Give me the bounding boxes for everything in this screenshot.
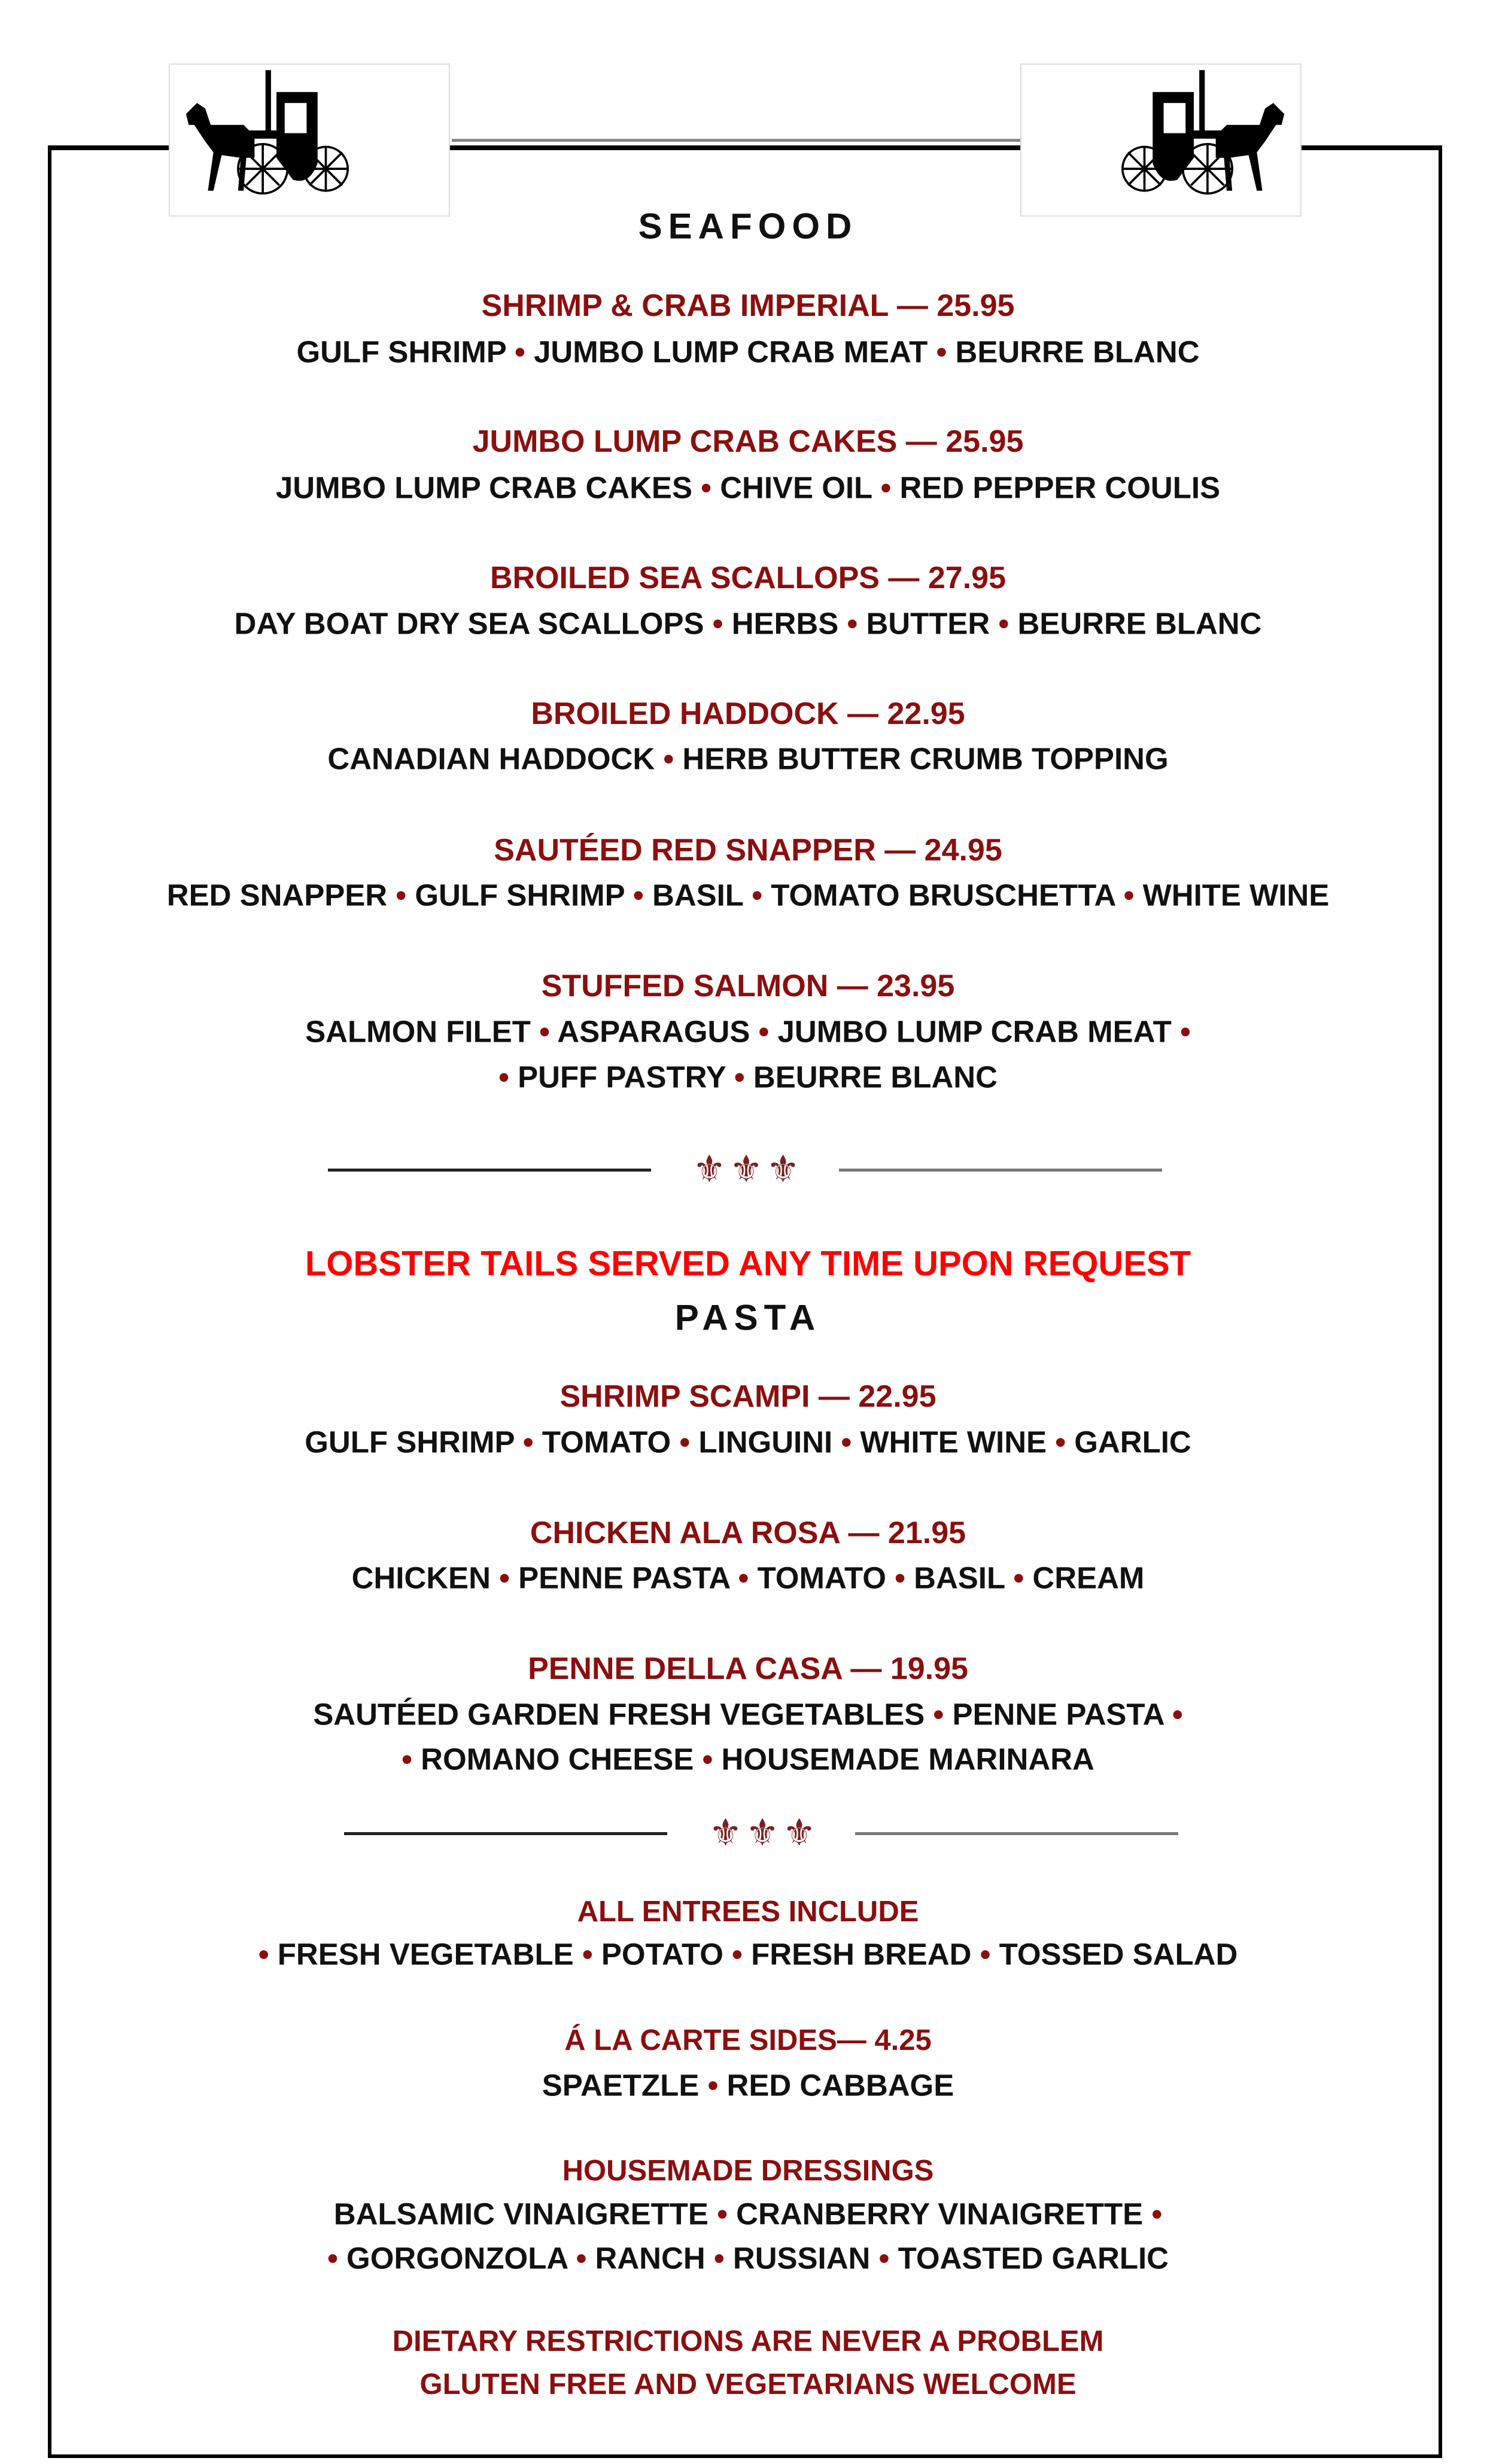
item-description [0, 2241, 1496, 2276]
ingredient: BUTTER [866, 606, 990, 641]
bullet-icon: • [699, 2068, 727, 2103]
fleur-de-lis-icon: ⚜⚜⚜ [692, 1149, 804, 1190]
bullet-icon: • [402, 1742, 421, 1776]
ingredient: BEURRE BLANC [753, 1060, 998, 1094]
ingredient: JUMBO LUMP CRAB MEAT [777, 1014, 1172, 1049]
item-description [0, 1697, 1496, 1732]
item-title: SHRIMP & CRAB IMPERIAL — 25.95 [481, 288, 1015, 323]
bullet-icon: • [1171, 1014, 1191, 1049]
ingredient: GULF SHRIMP [296, 334, 506, 369]
ingredient: GULF SHRIMP [415, 878, 625, 912]
ingredient: SALMON FILET [305, 1014, 531, 1049]
item-title: SAUTÉED RED SNAPPER — 24.95 [494, 833, 1002, 868]
item-description [0, 606, 1496, 641]
ingredient: JUMBO LUMP CRAB CAKES [275, 470, 692, 505]
bullet-icon: • [530, 1014, 558, 1049]
bullet-icon: • [692, 470, 720, 505]
ingredient: WHITE WINE [1142, 878, 1330, 912]
ingredient: POTATO [601, 1937, 723, 1972]
ingredient: PENNE PASTA [952, 1697, 1164, 1732]
ingredient: BEURRE BLANC [1017, 606, 1262, 641]
ingredient: CANADIAN HADDOCK [327, 741, 655, 776]
item-title: BROILED SEA SCALLOPS — 27.95 [489, 561, 1007, 595]
item-description [0, 1560, 1496, 1596]
ingredient: TOMATO BRUSCHETTA [771, 878, 1115, 912]
bullet-icon: • [750, 1014, 778, 1049]
divider-rule [328, 1169, 651, 1172]
bullet-icon: • [1005, 1560, 1033, 1595]
divider-rule [344, 1832, 667, 1835]
horse-carriage-icon [1021, 65, 1300, 215]
bullet-icon: • [725, 1060, 753, 1094]
item-description [0, 878, 1496, 913]
ingredient: LINGUINI [698, 1425, 833, 1459]
bullet-icon: • [1143, 2197, 1163, 2231]
item-description [0, 741, 1496, 777]
bullet-icon: • [971, 1937, 999, 1972]
bullet-icon: • [928, 334, 956, 369]
ingredient: PUFF PASTRY [518, 1060, 726, 1094]
bullet-icon: • [704, 606, 732, 641]
ingredient: ROMANO CHEESE [421, 1742, 694, 1776]
dietary-note: DIETARY RESTRICTIONS ARE NEVER A PROBLEM [392, 2325, 1104, 2357]
bullet-icon: • [886, 1560, 914, 1595]
item-title: STUFFED SALMON — 23.95 [541, 969, 955, 1003]
item-description [0, 470, 1496, 506]
bullet-icon: • [573, 1937, 601, 1972]
item-title: Á LA CARTE SIDES— 4.25 [564, 2024, 932, 2057]
bullet-icon: • [925, 1697, 953, 1732]
item-description [0, 1060, 1496, 1095]
divider-rule [839, 1169, 1162, 1172]
bullet-icon: • [1047, 1425, 1075, 1459]
ingredient: BEURRE BLANC [955, 334, 1200, 369]
ingredient: RANCH [595, 2241, 706, 2276]
item-title: BROILED HADDOCK — 22.95 [531, 696, 965, 731]
bullet-icon: • [327, 2241, 347, 2276]
ingredient: HOUSEMADE MARINARA [721, 1742, 1094, 1776]
bullet-icon: • [708, 2197, 737, 2231]
ingredient: TOSSED SALAD [999, 1937, 1238, 1972]
bullet-icon: • [870, 2241, 898, 2276]
section-heading-seafood: SEAFOOD [638, 206, 858, 247]
item-description [0, 2068, 1496, 2103]
bullet-icon: • [624, 878, 652, 912]
carriage-image-right [1020, 63, 1302, 217]
bullet-icon: • [838, 606, 866, 641]
bullet-icon: • [506, 334, 534, 369]
horse-carriage-icon [170, 65, 449, 215]
bullet-icon: • [872, 470, 900, 505]
bullet-icon: • [514, 1425, 542, 1459]
item-description [0, 1425, 1496, 1460]
bullet-icon: • [705, 2241, 733, 2276]
dietary-note: GLUTEN FREE AND VEGETARIANS WELCOME [419, 2368, 1077, 2401]
bullet-icon: • [498, 1060, 518, 1094]
item-title: JUMBO LUMP CRAB CAKES — 25.95 [472, 424, 1024, 459]
ornamental-divider [0, 1809, 1496, 1857]
ingredient: GARLIC [1074, 1425, 1191, 1459]
ornamental-divider [0, 1146, 1496, 1194]
ingredient: SPAETZLE [542, 2068, 700, 2103]
item-title: HOUSEMADE DRESSINGS [562, 2155, 934, 2187]
ingredient: JUMBO LUMP CRAB MEAT [534, 334, 928, 369]
bullet-icon: • [1115, 878, 1143, 912]
ingredient: BALSAMIC VINAIGRETTE [333, 2197, 709, 2231]
item-description [0, 334, 1496, 370]
ingredient: BASIL [652, 878, 744, 912]
ingredient: CHICKEN [351, 1560, 491, 1595]
ingredient: RED SNAPPER [166, 878, 388, 912]
item-description [0, 1742, 1496, 1777]
divider-rule [855, 1832, 1178, 1835]
ingredient: FRESH VEGETABLE [277, 1937, 574, 1972]
bullet-icon: • [1163, 1697, 1183, 1732]
item-description [0, 1937, 1496, 1972]
bullet-icon: • [723, 1937, 752, 1972]
ingredient: HERBS [731, 606, 839, 641]
ingredient: HERB BUTTER CRUMB TOPPING [682, 741, 1169, 776]
bullet-icon: • [490, 1560, 519, 1595]
ingredient: TOASTED GARLIC [898, 2241, 1169, 2276]
ingredient: FRESH BREAD [751, 1937, 972, 1972]
ingredient: WHITE WINE [860, 1425, 1047, 1459]
bullet-icon: • [729, 1560, 758, 1595]
ingredient: ASPARAGUS [557, 1014, 750, 1049]
item-title: ALL ENTREES INCLUDE [577, 1896, 919, 1928]
lobster-notice: LOBSTER TAILS SERVED ANY TIME UPON REQUEST [305, 1244, 1191, 1283]
bullet-icon: • [671, 1425, 699, 1459]
item-title: SHRIMP SCAMPI — 22.95 [560, 1379, 936, 1414]
bullet-icon: • [387, 878, 415, 912]
bullet-icon: • [694, 1742, 722, 1776]
bullet-icon: • [655, 741, 683, 776]
bullet-icon: • [990, 606, 1018, 641]
ingredient: SAUTÉED GARDEN FRESH VEGETABLES [313, 1697, 925, 1732]
ingredient: BASIL [914, 1560, 1005, 1595]
ingredient: CREAM [1032, 1560, 1145, 1595]
ingredient: TOMATO [542, 1425, 671, 1459]
carriage-image-left [169, 63, 450, 217]
ingredient: GULF SHRIMP [305, 1425, 515, 1459]
ingredient: RED CABBAGE [726, 2068, 954, 2103]
ingredient: PENNE PASTA [518, 1560, 730, 1595]
fleur-de-lis-icon: ⚜⚜⚜ [709, 1812, 820, 1854]
bullet-icon: • [567, 2241, 595, 2276]
bullet-icon: • [258, 1937, 278, 1972]
item-description [0, 2197, 1496, 2232]
ingredient: CHIVE OIL [720, 470, 872, 505]
ingredient: DAY BOAT DRY SEA SCALLOPS [234, 606, 704, 641]
bullet-icon: • [743, 878, 771, 912]
ingredient: GORGONZOLA [346, 2241, 568, 2276]
ingredient: CRANBERRY VINAIGRETTE [736, 2197, 1144, 2231]
item-description [0, 1014, 1496, 1050]
ingredient: RED PEPPER COULIS [899, 470, 1221, 505]
ingredient: TOMATO [757, 1560, 886, 1595]
item-title: CHICKEN ALA ROSA — 21.95 [530, 1516, 966, 1550]
item-title: PENNE DELLA CASA — 19.95 [528, 1651, 968, 1686]
bullet-icon: • [832, 1425, 860, 1459]
ingredient: RUSSIAN [732, 2241, 871, 2276]
section-heading-pasta: PASTA [674, 1297, 822, 1338]
top-rule [452, 139, 1020, 142]
